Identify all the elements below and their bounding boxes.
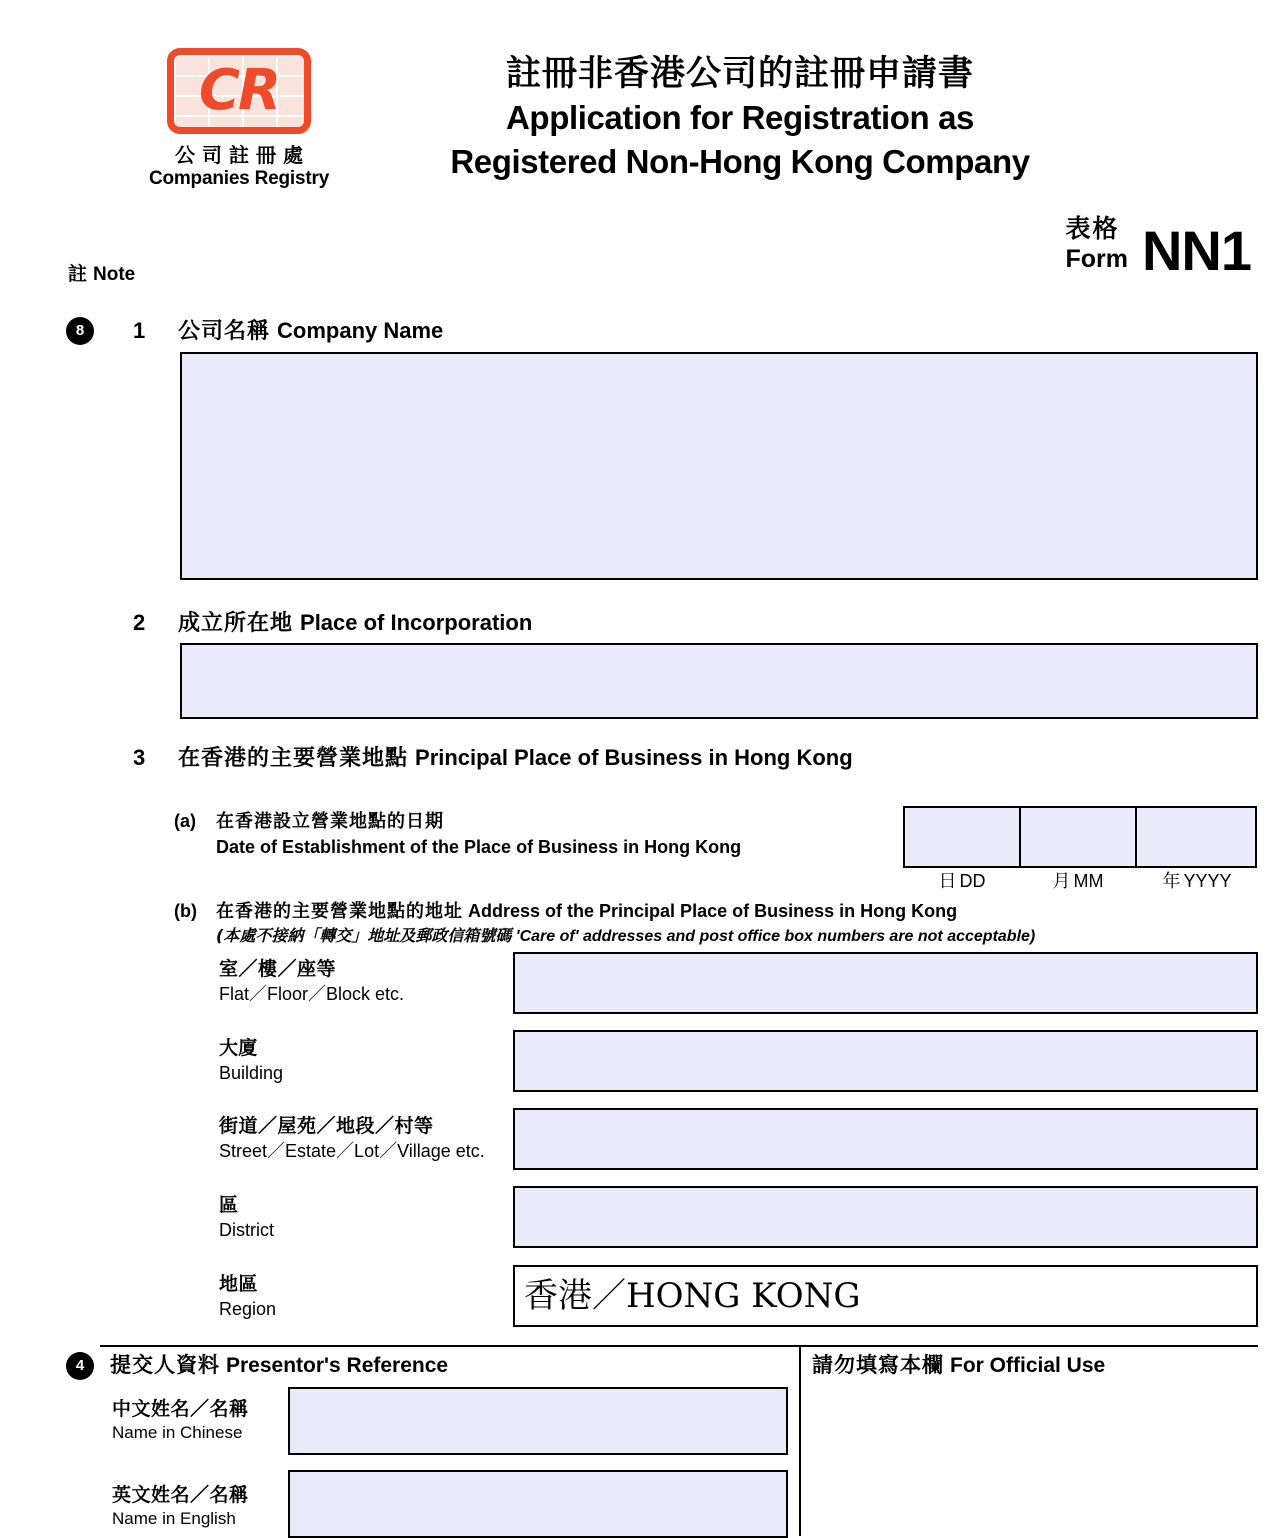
registry-name-english: Companies Registry [148, 168, 330, 189]
address-region-field [513, 1265, 1258, 1327]
section-3-label-english: Principal Place of Business in Hong Kong [415, 745, 853, 770]
section-3-number: 3 [133, 745, 146, 770]
registry-name-chinese: 公司註冊處 [175, 143, 310, 167]
form-label-english: Form [1065, 245, 1128, 273]
company-name-input[interactable] [180, 352, 1258, 580]
note-column-header [68, 262, 135, 287]
item-b-heading [216, 898, 957, 925]
section-2-label-chinese: 成立所在地 [178, 611, 294, 636]
cr-logo-icon [167, 48, 311, 134]
date-month-input[interactable] [1021, 808, 1137, 866]
form-title-english-line1: Application for Registration as [506, 99, 974, 136]
companies-registry-logo [136, 48, 342, 191]
address-label-region: 地區 Region [219, 1273, 277, 1319]
official-use-label-chinese: 請勿填寫本欄 [812, 1353, 944, 1377]
item-a-label-chinese: 在香港設立營業地點的日期 [216, 811, 444, 832]
place-of-incorporation-input[interactable] [180, 643, 1258, 719]
item-b-note-english: 'Care of' addresses and post office box numbers are not acceptable) [515, 928, 1036, 945]
item-b-label-english: Address of the Principal Place of Business in Hong Kong [468, 901, 958, 921]
item-b-note-chinese: (本處不接納「轉交」地址及郵政信箱號碼 [216, 926, 512, 945]
address-street-input[interactable] [513, 1108, 1258, 1170]
item-b-note [216, 925, 1035, 948]
date-month-caption: 月 MM [1052, 871, 1104, 892]
presentor-name-chinese-input[interactable] [288, 1387, 788, 1455]
note-badge-4[interactable]: 4 [66, 1352, 94, 1380]
presentor-label-english: Presentor's Reference [226, 1354, 449, 1377]
official-use-heading [812, 1352, 1105, 1379]
section-3-label-chinese: 在香港的主要營業地點 [178, 746, 409, 771]
form-number-block [1065, 214, 1251, 280]
date-day-input[interactable] [905, 808, 1021, 866]
form-header [0, 0, 1287, 285]
date-year-caption: 年 YYYY [1162, 871, 1232, 892]
presentor-label-chinese: 提交人資料 [110, 1353, 220, 1377]
form-title-chinese: 註冊非香港公司的註冊申請書 [505, 54, 974, 94]
official-use-label-english: For Official Use [950, 1354, 1106, 1377]
section-2-number: 2 [133, 610, 146, 635]
form-title-english-line2: Registered Non-Hong Kong Company [450, 143, 1030, 180]
presentor-heading [110, 1352, 448, 1379]
date-year-input[interactable] [1137, 808, 1255, 866]
note-badge-8[interactable]: 8 [66, 317, 94, 345]
section-3-heading [178, 744, 853, 773]
form-code: NN1 [1141, 219, 1251, 282]
presentor-name-english-input[interactable] [288, 1470, 788, 1538]
address-district-input[interactable] [513, 1186, 1258, 1248]
section-2-label-english: Place of Incorporation [300, 610, 533, 635]
form-number-labels [1065, 214, 1128, 280]
address-label-building: 大廈 Building [219, 1037, 284, 1083]
note-header-chinese: 註 [68, 263, 88, 285]
presentor-label-name-english: 英文姓名／名稱 Name in English [112, 1484, 249, 1528]
form-title [380, 52, 1100, 184]
section-1-label-english: Company Name [277, 318, 444, 343]
address-region-value: 香港／HONG KONG [524, 1276, 861, 1316]
item-a-label-english: Date of Establishment of the Place of Business in Hong Kong [216, 837, 742, 857]
form-label-chinese: 表格 [1065, 214, 1120, 243]
cr-logo-letters: CR [198, 58, 280, 123]
presentor-label-name-chinese: 中文姓名／名稱 Name in Chinese [112, 1398, 249, 1442]
item-b-label-chinese: 在香港的主要營業地點的地址 [216, 901, 463, 922]
section-1-label-chinese: 公司名稱 [178, 319, 271, 344]
address-label-street: 街道／屋苑／地段／村等 Street／Estate／Lot／Village etc. [219, 1115, 485, 1161]
section-2-heading [178, 609, 532, 638]
bottom-column-divider [799, 1345, 801, 1536]
official-use-area [812, 1385, 1252, 1536]
section-1-number: 1 [133, 318, 146, 343]
address-label-district: 區 District [219, 1194, 274, 1240]
bottom-divider [100, 1345, 1258, 1347]
address-building-input[interactable] [513, 1030, 1258, 1092]
section-1-heading [178, 317, 443, 346]
date-of-establishment-group [903, 806, 1257, 868]
item-b-marker: (b) [174, 901, 197, 921]
date-day-caption: 日 DD [938, 871, 986, 892]
address-flat-input[interactable] [513, 952, 1258, 1014]
note-header-english: Note [93, 264, 136, 285]
item-a-marker: (a) [174, 811, 196, 831]
address-label-flat: 室／樓／座等 Flat／Floor／Block etc. [219, 958, 405, 1004]
